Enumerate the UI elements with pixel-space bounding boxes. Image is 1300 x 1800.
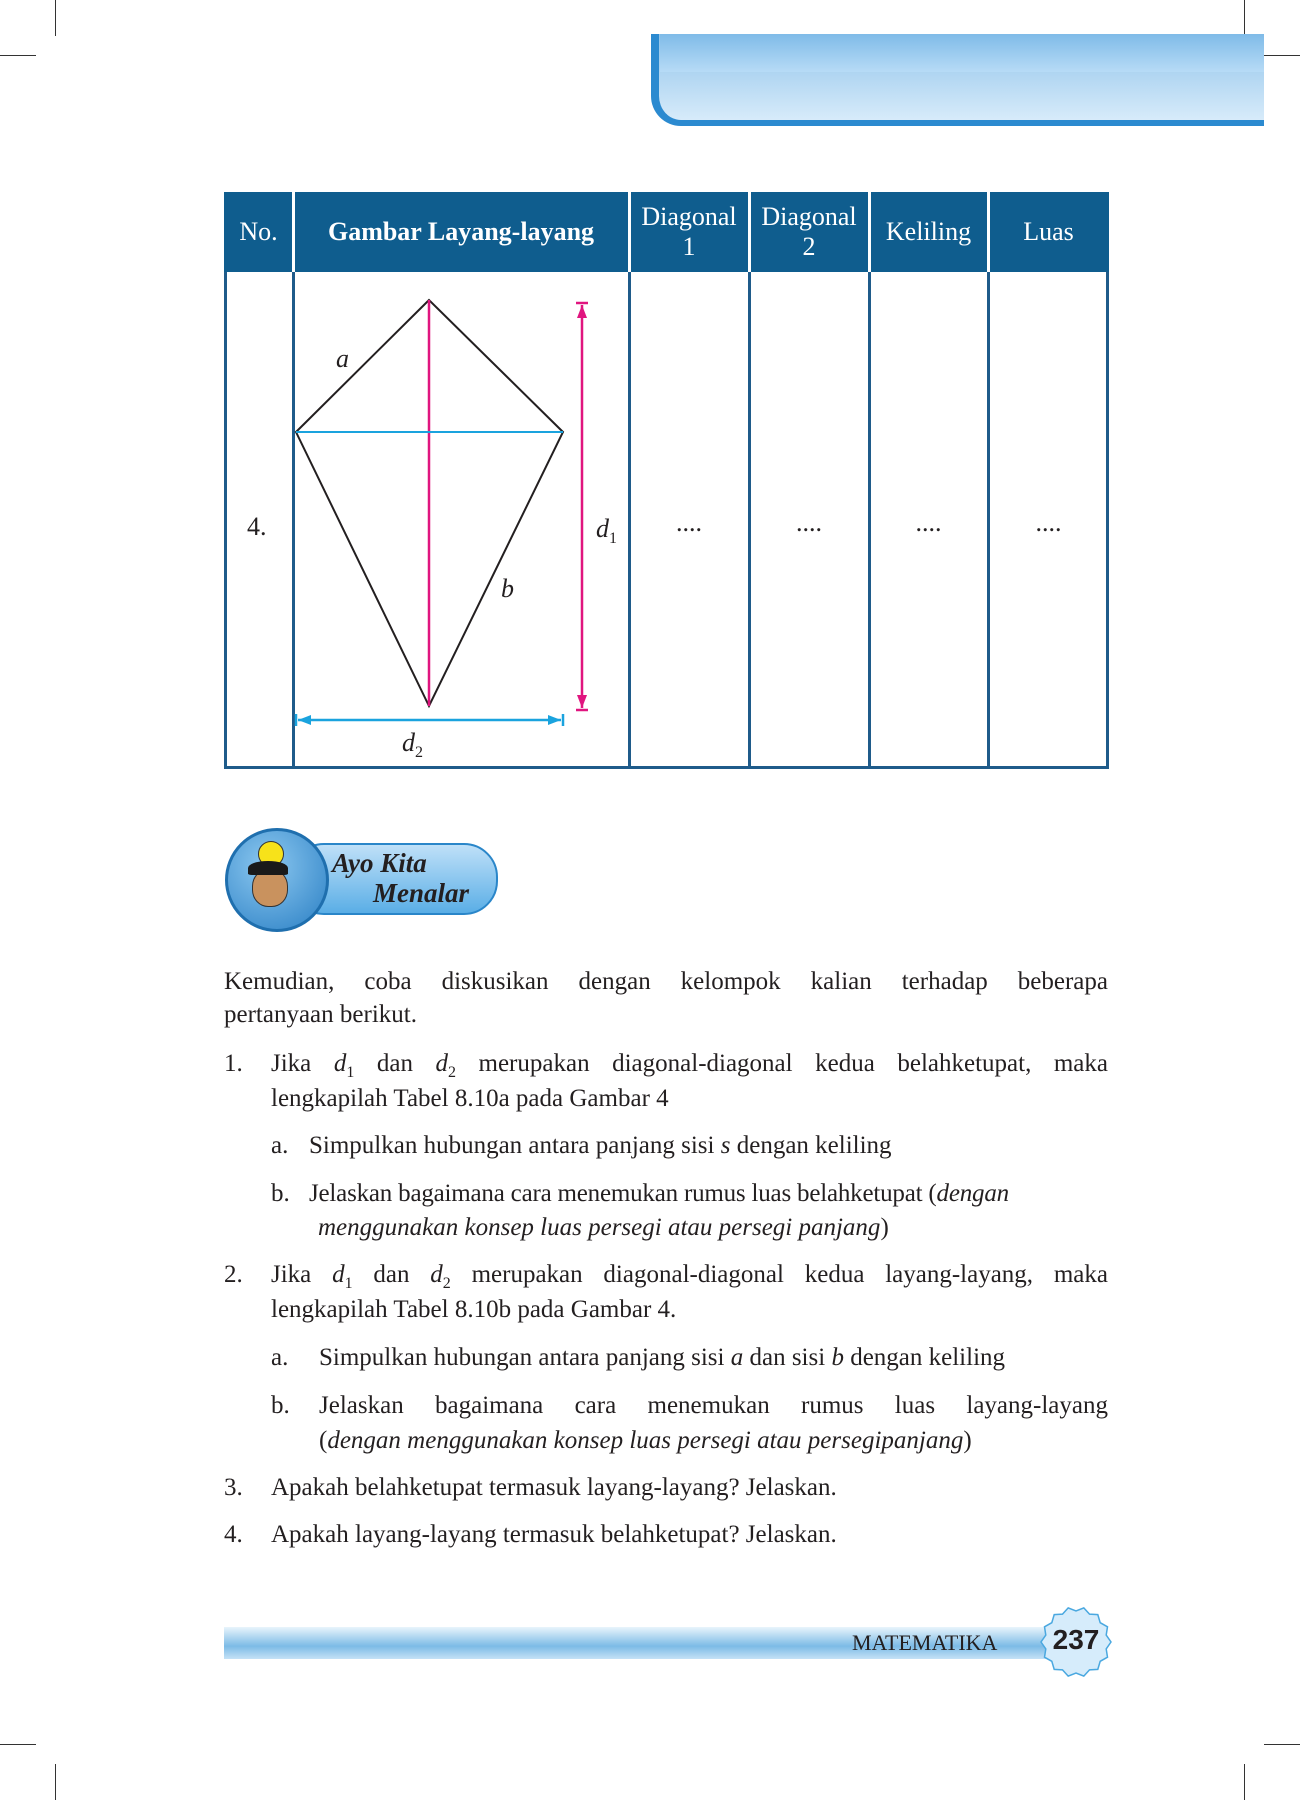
badge-line-2: Menalar: [373, 878, 470, 908]
footer-subject: MATEMATIKA: [852, 1630, 998, 1655]
intro-line-1: Kemudian, coba diskusikan dengan kelompok kalian terhadap beberapa: [224, 968, 1108, 995]
q2-line-1: Jika $d_1$ dan $d_2$ merupakan diagonal-diagonal kedua layang-layang, maka: [271, 1261, 1108, 1292]
cell-keliling: ....: [915, 508, 942, 537]
q3-number: 3.: [224, 1474, 243, 1501]
row-number: 4.: [247, 512, 267, 541]
q2b-line-1: Jelaskan bagaimana cara menemukan rumus luas layang-layang: [319, 1392, 1108, 1419]
label-a: a: [336, 344, 349, 373]
intro-line-2: pertanyaan berikut.: [224, 1001, 417, 1028]
label-b: b: [501, 574, 514, 603]
q1a-text: Simpulkan hubungan antara panjang sisi s dengan keliling: [309, 1132, 892, 1159]
header-luas: Luas: [988, 192, 1109, 272]
header-diagonal-2: Diagonal 2: [749, 192, 869, 272]
student-lightbulb-icon: [225, 828, 329, 932]
header-no: No.: [224, 192, 293, 272]
crop-mark: [0, 1744, 36, 1745]
q2b-letter: b.: [271, 1392, 290, 1419]
badge-line-1: Ayo Kita: [332, 848, 427, 878]
q1a-letter: a.: [271, 1132, 289, 1159]
q4-text: Apakah layang-layang termasuk belahketupat? Jelaskan.: [271, 1521, 837, 1548]
q1-number: 1.: [224, 1050, 243, 1077]
d1-arrow: [576, 303, 588, 710]
q1b-letter: b.: [271, 1180, 290, 1207]
crop-mark: [1244, 1764, 1245, 1800]
header-keliling: Keliling: [869, 192, 988, 272]
crop-mark: [55, 1764, 56, 1800]
q1-line-2: lengkapilah Tabel 8.10a pada Gambar 4: [271, 1085, 669, 1112]
q2b-line-2: (dengan menggunakan konsep luas persegi atau persegipanjang): [319, 1427, 972, 1454]
page-number: 237: [1052, 1624, 1100, 1655]
q4-number: 4.: [224, 1521, 243, 1548]
q1b-line-2: menggunakan konsep luas persegi atau persegi panjang): [318, 1214, 889, 1241]
label-d1: $d_1$: [596, 514, 617, 547]
q3-text: Apakah belahketupat termasuk layang-layang? Jelaskan.: [271, 1474, 837, 1501]
header-diagonal-1: Diagonal 1: [629, 192, 749, 272]
kite-figure: [0, 0, 1300, 800]
q2-number: 2.: [224, 1261, 243, 1288]
q2a-letter: a.: [271, 1344, 289, 1371]
d2-arrow: [296, 714, 563, 726]
q1-line-1: Jika $d_1$ dan $d_2$ merupakan diagonal-diagonal kedua belahketupat, maka: [271, 1050, 1108, 1081]
q2-line-2: lengkapilah Tabel 8.10b pada Gambar 4.: [271, 1296, 677, 1323]
q2a-text: Simpulkan hubungan antara panjang sisi a dan sisi b dengan keliling: [319, 1344, 1006, 1371]
q1b-line-1: Jelaskan bagaimana cara menemukan rumus luas belahketupat (dengan: [309, 1180, 1009, 1207]
cell-diagonal-1: ....: [676, 508, 702, 537]
header-gambar: Gambar Layang-layang: [293, 192, 629, 272]
label-d2: $d_2$: [402, 728, 423, 761]
cell-luas: ....: [1035, 508, 1062, 537]
crop-mark: [1264, 1744, 1300, 1745]
cell-diagonal-2: ....: [796, 508, 822, 537]
